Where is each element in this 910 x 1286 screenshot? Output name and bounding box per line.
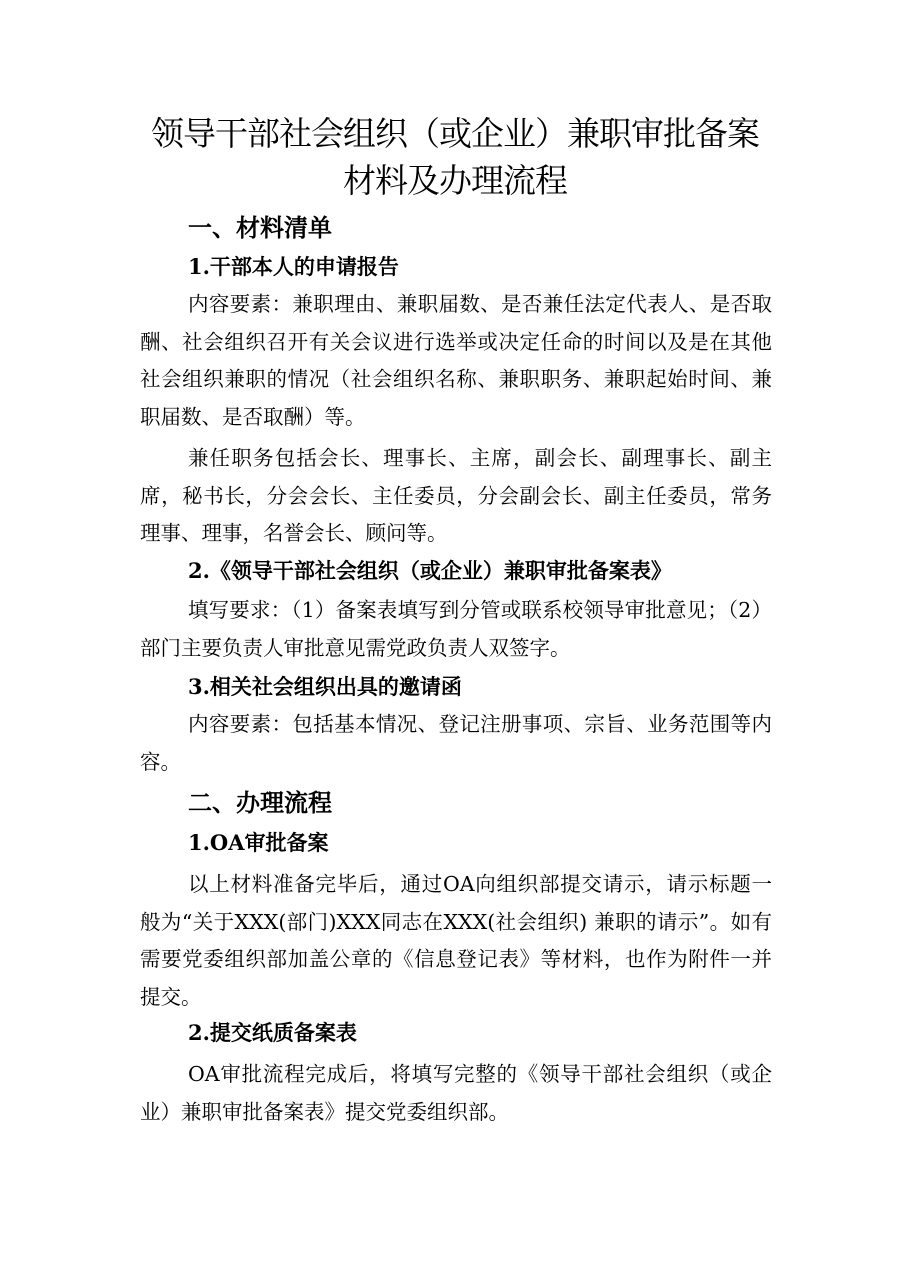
item-1-2-heading: 2.《领导干部社会组织（或企业）兼职审批备案表》 — [188, 558, 672, 583]
document-title-line-2: 材料及办理流程 — [343, 161, 567, 200]
document-title-line-1: 领导干部社会组织（或企业）兼职审批备案 — [151, 114, 759, 153]
item-1-2-paragraph: 填写要求：（1）备案表填写到分管或联系校领导审批意见；（2）部门主要负责人审批意见需党政负责人双签字。 — [140, 598, 772, 660]
section-1-heading: 一、材料清单 — [188, 213, 332, 242]
item-1-1-heading: 1.干部本人的申请报告 — [188, 254, 399, 279]
section-2-heading: 二、办理流程 — [188, 788, 332, 817]
item-1-3-heading: 3.相关社会组织出具的邀请函 — [188, 674, 462, 699]
item-2-2-paragraph: OA审批流程完成后，将填写完整的《领导干部社会组织（或企业）兼职审批备案表》提交党委组织部。 — [140, 1062, 772, 1124]
item-2-1-heading: 1.OA审批备案 — [188, 830, 329, 855]
item-2-2-heading: 2.提交纸质备案表 — [188, 1020, 357, 1045]
item-1-1-paragraph-1: 内容要素：兼职理由、兼职届数、是否兼任法定代表人、是否取酬、社会组织召开有关会议进行选举或决定任命的时间以及是在其他社会组织兼职的情况（社会组织名称、兼职职务、兼职起始时间、兼职届数、是否取酬）等。 — [140, 292, 772, 429]
item-1-3-paragraph: 内容要素：包括基本情况、登记注册事项、宗旨、业务范围等内容。 — [140, 712, 772, 774]
item-1-1-paragraph-2: 兼任职务包括会长、理事长、主席，副会长、副理事长、副主席，秘书长，分会会长、主任委员，分会副会长、副主任委员，常务理事、理事，名誉会长、顾问等。 — [140, 446, 772, 545]
item-2-1-paragraph: 以上材料准备完毕后，通过OA向组织部提交请示，请示标题一般为“关于XXX(部门)XXX同志在XXX(社会组织) 兼职的请示”。如有需要党委组织部加盖公章的《信息登记表》等材料，也作为附件一并提交。 — [140, 872, 772, 1009]
